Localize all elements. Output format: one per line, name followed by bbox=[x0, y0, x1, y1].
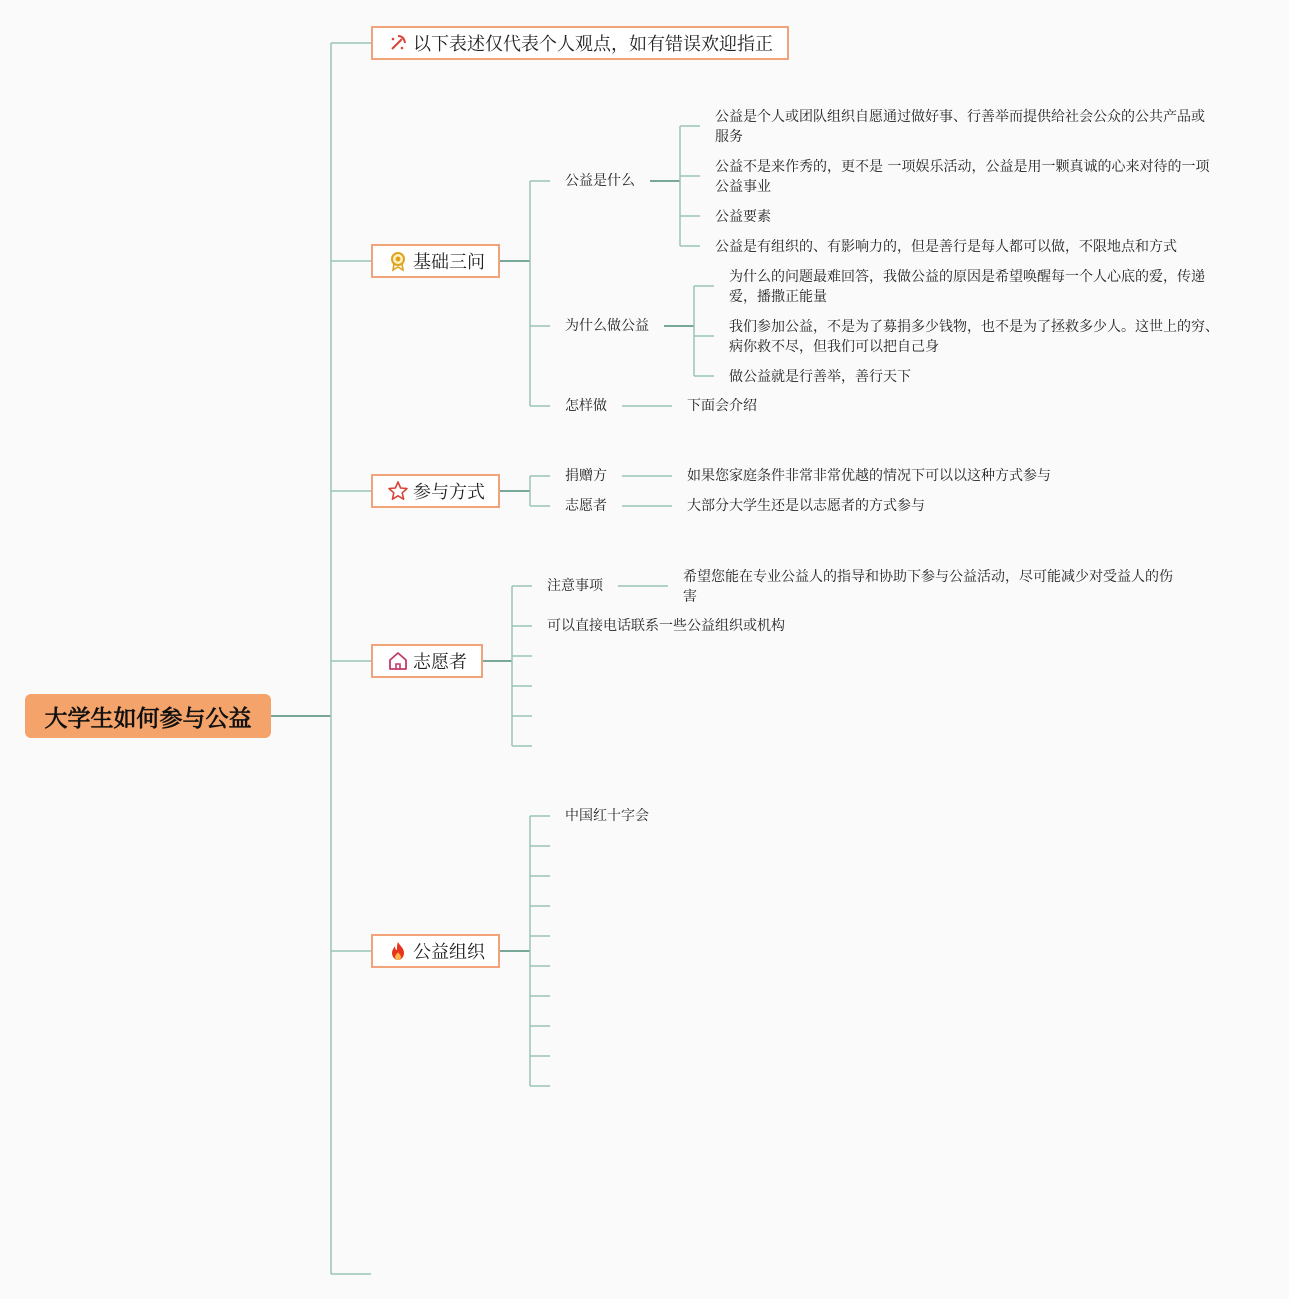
leaf-donor[interactable]: 如果您家庭条件非常非常优越的情况下可以以这种方式参与 bbox=[687, 468, 1051, 484]
topic-how[interactable]: 怎样做 bbox=[565, 398, 607, 414]
topic-donor[interactable]: 捐赠方 bbox=[565, 468, 607, 484]
branch-note[interactable] bbox=[371, 26, 789, 60]
branch-orgs-label: 公益组织 bbox=[413, 942, 485, 963]
branch-ways[interactable] bbox=[371, 474, 500, 508]
star-icon bbox=[387, 480, 409, 502]
root-topic-label: 大学生如何参与公益 bbox=[44, 705, 252, 732]
branch-note-label: 以下表述仅代表个人观点，如有错误欢迎指正 bbox=[413, 34, 773, 55]
branch-ways-label: 参与方式 bbox=[413, 482, 485, 503]
topic-contact[interactable]: 可以直接电话联系一些公益组织或机构 bbox=[547, 618, 785, 634]
leaf-what-1[interactable]: 公益是个人或团队组织自愿通过做好事、行善举而提供给社会公众的公共产品或服务 bbox=[715, 109, 1205, 145]
fire-icon bbox=[387, 940, 409, 962]
root-topic[interactable] bbox=[25, 694, 271, 738]
leaf-why-3[interactable]: 做公益就是行善举，善行天下 bbox=[729, 369, 911, 385]
medal-icon bbox=[387, 250, 409, 272]
leaf-what-2[interactable]: 公益不是来作秀的，更不是 一项娱乐活动，公益是用一颗真诚的心来对待的一项公益事业 bbox=[715, 159, 1210, 195]
topic-notes[interactable]: 注意事项 bbox=[547, 578, 603, 594]
leaf-volunteer[interactable]: 大部分大学生还是以志愿者的方式参与 bbox=[687, 498, 925, 514]
topic-what-is-charity[interactable]: 公益是什么 bbox=[565, 173, 635, 189]
topic-red-cross[interactable]: 中国红十字会 bbox=[565, 808, 649, 824]
topic-volunteer[interactable]: 志愿者 bbox=[565, 498, 607, 514]
branch-volunteers[interactable] bbox=[371, 644, 483, 678]
home-icon bbox=[387, 650, 409, 672]
pickaxe-icon bbox=[387, 32, 409, 54]
branch-basics[interactable] bbox=[371, 244, 500, 278]
leaf-why-2[interactable]: 我们参加公益，不是为了募捐多少钱物，也不是为了拯救多少人。这世上的穷、病你救不尽，但我们可以把自己身 bbox=[729, 319, 1219, 355]
topic-why-charity[interactable]: 为什么做公益 bbox=[565, 318, 649, 334]
leaf-why-1[interactable]: 为什么的问题最难回答，我做公益的原因是希望唤醒每一个人心底的爱，传递爱，播撒正能量 bbox=[729, 269, 1205, 305]
branch-volunteers-label: 志愿者 bbox=[413, 652, 467, 673]
branch-basics-label: 基础三问 bbox=[413, 252, 485, 273]
leaf-what-4[interactable]: 公益是有组织的、有影响力的，但是善行是每人都可以做，不限地点和方式 bbox=[715, 239, 1177, 255]
branch-orgs[interactable] bbox=[371, 934, 500, 968]
leaf-notes[interactable]: 希望您能在专业公益人的指导和协助下参与公益活动，尽可能减少对受益人的伤害 bbox=[683, 569, 1173, 605]
leaf-what-3[interactable]: 公益要素 bbox=[715, 209, 771, 225]
leaf-how[interactable]: 下面会介绍 bbox=[687, 398, 757, 414]
